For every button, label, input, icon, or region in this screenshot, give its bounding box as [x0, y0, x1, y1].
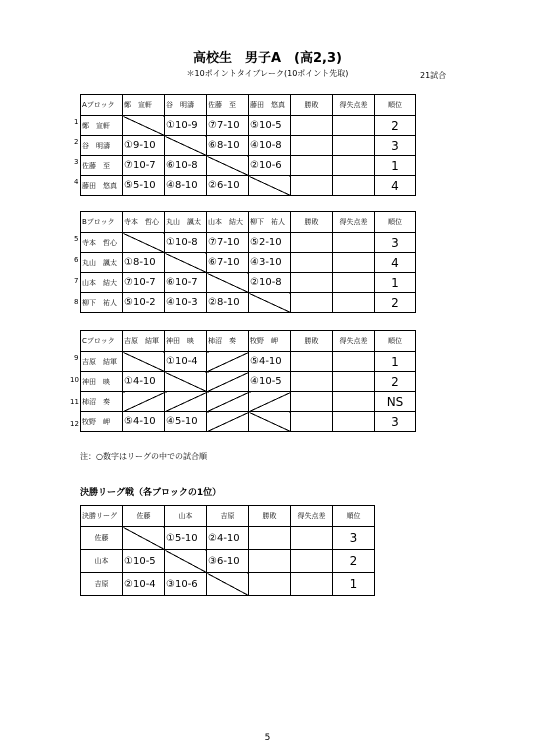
- wins-cell: [291, 352, 333, 372]
- self-cell: [249, 176, 291, 196]
- row-player: 鄭 宣軒: [81, 116, 123, 136]
- col-player: 寺本 哲心: [123, 212, 165, 233]
- rank-cell: 3: [375, 233, 416, 253]
- diff-cell: [333, 372, 375, 392]
- wins-cell: [249, 573, 291, 596]
- score-cell: ①10-8: [165, 233, 207, 253]
- self-cell: [165, 253, 207, 273]
- score-cell: ⑥8-10: [207, 136, 249, 156]
- score-cell: ②6-10: [207, 176, 249, 196]
- self-cell: [123, 233, 165, 253]
- row-player: 牧野 岬: [81, 412, 123, 432]
- col-wins: 勝敗: [291, 331, 333, 352]
- col-player: 吉原 結軍: [123, 331, 165, 352]
- wins-cell: [291, 176, 333, 196]
- score-cell: ⑤10-5: [249, 116, 291, 136]
- score-cell: ④8-10: [165, 176, 207, 196]
- wins-cell: [291, 273, 333, 293]
- col-rank: 順位: [333, 506, 375, 527]
- diff-cell: [333, 176, 375, 196]
- wins-cell: [291, 136, 333, 156]
- row-player: 山本: [81, 550, 123, 573]
- wins-cell: [291, 253, 333, 273]
- row-player: 神田 映: [81, 372, 123, 392]
- wins-cell: [249, 527, 291, 550]
- wins-cell: [249, 550, 291, 573]
- row-number: 6: [74, 256, 79, 264]
- table-row: [81, 273, 416, 293]
- page-number: 5: [264, 733, 271, 743]
- score-cell: ⑤4-10: [123, 412, 165, 432]
- diff-cell: [333, 233, 375, 253]
- score-cell: ②8-10: [207, 293, 249, 313]
- col-player: 谷 明濤: [165, 95, 207, 116]
- wins-cell: [291, 412, 333, 432]
- score-cell: ⑥10-7: [165, 273, 207, 293]
- table-row: [81, 550, 375, 573]
- final-league-table: [80, 505, 375, 596]
- table-row: [81, 412, 416, 432]
- score-cell: ②10-4: [123, 573, 165, 596]
- row-number: 9: [74, 354, 79, 362]
- self-cell: [123, 116, 165, 136]
- row-player: 柳下 祐人: [81, 293, 123, 313]
- col-diff: 得失点差: [333, 95, 375, 116]
- table-row: [81, 116, 416, 136]
- col-wins: 勝敗: [291, 95, 333, 116]
- diff-cell: [333, 116, 375, 136]
- final-league-title: 決勝リーグ戦（各ブロックの1位）: [80, 488, 222, 498]
- walkover-cell: [123, 392, 165, 412]
- table-row: [81, 253, 416, 273]
- row-player: 谷 明濤: [81, 136, 123, 156]
- table-row: [81, 527, 375, 550]
- row-number: 10: [70, 376, 79, 384]
- self-cell: [123, 527, 165, 550]
- table-row: [81, 176, 416, 196]
- block-a-table: [80, 94, 416, 196]
- walkover-cell: [207, 412, 249, 432]
- rank-cell: 4: [375, 253, 416, 273]
- score-cell: ②10-6: [249, 156, 291, 176]
- col-player: 佐藤: [123, 506, 165, 527]
- col-rank: 順位: [375, 331, 416, 352]
- col-wins: 勝敗: [291, 212, 333, 233]
- row-number: 1: [74, 118, 79, 126]
- col-player: 柳下 祐人: [249, 212, 291, 233]
- col-player: 牧野 岬: [249, 331, 291, 352]
- score-cell: ④3-10: [249, 253, 291, 273]
- diff-cell: [291, 550, 333, 573]
- diff-cell: [333, 412, 375, 432]
- diff-cell: [333, 293, 375, 313]
- row-number: 3: [74, 158, 79, 166]
- walkover-cell: [165, 392, 207, 412]
- rank-cell: 1: [375, 352, 416, 372]
- score-cell: ⑦7-10: [207, 233, 249, 253]
- col-player: 佐藤 至: [207, 95, 249, 116]
- score-cell: ④10-8: [249, 136, 291, 156]
- wins-cell: [291, 392, 333, 412]
- rank-cell: 1: [375, 156, 416, 176]
- score-cell: ①9-10: [123, 136, 165, 156]
- rank-cell: 2: [375, 293, 416, 313]
- rank-cell: 3: [375, 136, 416, 156]
- row-player: 寺本 哲心: [81, 233, 123, 253]
- row-number: 4: [74, 178, 79, 186]
- wins-cell: [291, 233, 333, 253]
- rank-cell: 4: [375, 176, 416, 196]
- col-diff: 得失点差: [291, 506, 333, 527]
- self-cell: [249, 293, 291, 313]
- block-label: Cブロック: [81, 331, 123, 352]
- footnote: 注：○数字はリーグの中での試合順: [80, 452, 207, 461]
- table-row: [81, 136, 416, 156]
- score-cell: ⑤10-2: [123, 293, 165, 313]
- diff-cell: [333, 352, 375, 372]
- walkover-cell: [249, 392, 291, 412]
- col-player: 神田 映: [165, 331, 207, 352]
- diff-cell: [333, 392, 375, 412]
- score-cell: ④10-5: [249, 372, 291, 392]
- score-cell: ④5-10: [165, 412, 207, 432]
- col-player: 鄭 宣軒: [123, 95, 165, 116]
- table-row: [81, 573, 375, 596]
- walkover-cell: [207, 392, 249, 412]
- row-number: 11: [70, 398, 79, 406]
- walkover-cell: [207, 352, 249, 372]
- row-player: 柿沼 奏: [81, 392, 123, 412]
- col-player: 山本: [165, 506, 207, 527]
- wins-cell: [291, 156, 333, 176]
- score-cell: ⑥7-10: [207, 253, 249, 273]
- score-cell: ④10-3: [165, 293, 207, 313]
- score-cell: ②10-8: [249, 273, 291, 293]
- score-cell: ①10-4: [165, 352, 207, 372]
- self-cell: [207, 573, 249, 596]
- page-title: 高校生 男子A (高2,3): [193, 51, 342, 66]
- row-player: 佐藤 至: [81, 156, 123, 176]
- row-number: 2: [74, 138, 79, 146]
- score-cell: ⑦10-7: [123, 156, 165, 176]
- block-b-table: [80, 211, 416, 313]
- row-player: 山本 結大: [81, 273, 123, 293]
- rank-cell: 1: [375, 273, 416, 293]
- score-cell: ①5-10: [165, 527, 207, 550]
- rank-cell: 2: [375, 372, 416, 392]
- diff-cell: [333, 136, 375, 156]
- score-cell: ③6-10: [207, 550, 249, 573]
- table-row: [81, 156, 416, 176]
- row-player: 丸山 諷太: [81, 253, 123, 273]
- self-cell: [249, 412, 291, 432]
- score-cell: ①8-10: [123, 253, 165, 273]
- rank-cell: NS: [375, 392, 416, 412]
- score-cell: ②4-10: [207, 527, 249, 550]
- block-label: Aブロック: [81, 95, 123, 116]
- row-player: 佐藤: [81, 527, 123, 550]
- score-cell: ⑦7-10: [207, 116, 249, 136]
- row-number: 8: [74, 298, 79, 306]
- self-cell: [165, 136, 207, 156]
- col-rank: 順位: [375, 95, 416, 116]
- score-cell: ⑥10-8: [165, 156, 207, 176]
- col-player: 柿沼 奏: [207, 331, 249, 352]
- col-wins: 勝敗: [249, 506, 291, 527]
- score-cell: ⑤5-10: [123, 176, 165, 196]
- score-cell: ③10-6: [165, 573, 207, 596]
- col-diff: 得失点差: [333, 212, 375, 233]
- diff-cell: [333, 273, 375, 293]
- score-cell: ①4-10: [123, 372, 165, 392]
- col-player: 山本 結大: [207, 212, 249, 233]
- row-number: 12: [70, 420, 79, 428]
- self-cell: [165, 372, 207, 392]
- block-c-table: [80, 330, 416, 432]
- row-player: 吉原: [81, 573, 123, 596]
- walkover-cell: [207, 372, 249, 392]
- diff-cell: [333, 156, 375, 176]
- match-count: 21試合: [420, 71, 447, 80]
- diff-cell: [291, 527, 333, 550]
- diff-cell: [291, 573, 333, 596]
- score-cell: ①10-5: [123, 550, 165, 573]
- wins-cell: [291, 372, 333, 392]
- table-row: [81, 293, 416, 313]
- col-player: 藤田 悠真: [249, 95, 291, 116]
- score-cell: ①10-9: [165, 116, 207, 136]
- self-cell: [207, 273, 249, 293]
- rank-cell: 3: [375, 412, 416, 432]
- wins-cell: [291, 293, 333, 313]
- self-cell: [207, 156, 249, 176]
- row-number: 5: [74, 235, 79, 243]
- row-number: 7: [74, 277, 79, 285]
- col-rank: 順位: [375, 212, 416, 233]
- rank-cell: 2: [333, 550, 375, 573]
- table-row: [81, 352, 416, 372]
- self-cell: [123, 352, 165, 372]
- wins-cell: [291, 116, 333, 136]
- rank-cell: 2: [375, 116, 416, 136]
- block-label: 決勝リーグ: [81, 506, 123, 527]
- row-player: 吉原 結軍: [81, 352, 123, 372]
- block-label: Bブロック: [81, 212, 123, 233]
- tiebreak-rule: ＊10ポイントタイブレーク(10ポイント先取): [186, 69, 349, 78]
- table-row: [81, 233, 416, 253]
- rank-cell: 3: [333, 527, 375, 550]
- col-player: 丸山 諷太: [165, 212, 207, 233]
- score-cell: ⑦10-7: [123, 273, 165, 293]
- score-cell: ⑤2-10: [249, 233, 291, 253]
- col-player: 吉原: [207, 506, 249, 527]
- table-row: [81, 392, 416, 412]
- score-cell: ⑤4-10: [249, 352, 291, 372]
- col-diff: 得失点差: [333, 331, 375, 352]
- table-row: [81, 372, 416, 392]
- diff-cell: [333, 253, 375, 273]
- row-player: 藤田 悠真: [81, 176, 123, 196]
- self-cell: [165, 550, 207, 573]
- rank-cell: 1: [333, 573, 375, 596]
